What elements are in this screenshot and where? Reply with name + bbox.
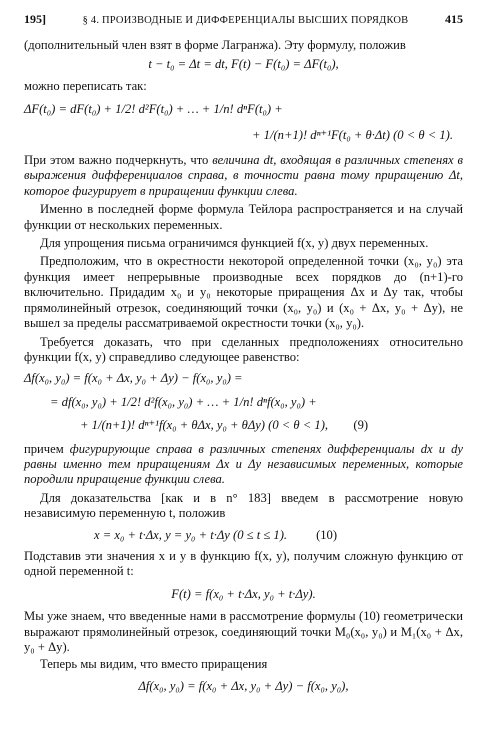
formula: = df(x₀, y₀) + 1/2! d²f(x₀, y₀) + … + 1/n! dⁿf(x₀, y₀) +: [50, 394, 317, 409]
chapter-title: § 4. ПРОИЗВОДНЫЕ И ДИФФЕРЕНЦИАЛЫ ВЫСШИХ ПОРЯДКОВ: [82, 15, 409, 26]
formula: x = x₀ + t·Δx, y = y₀ + t·Δy (0 ≤ t ≤ 1). (10): [94, 527, 338, 542]
emphasis: величина dt, входящая в различных степенях в выражения дифференциалов справа, в точности равна тому приращению Δt, которое фигурирует в приращении функции слева.: [24, 153, 463, 198]
equation-number: (9): [353, 418, 369, 433]
paragraph: При этом важно подчеркнуть, что величина dt, входящая в различных степенях в выражения дифференциалов справа, в точности равна тому приращению Δt, которое фигурирует в приращении функции слева.: [24, 153, 463, 198]
formula: ΔF(t₀) = dF(t₀) + 1/2! d²F(t₀) + … + 1/n! dⁿF(t₀) +: [24, 102, 283, 117]
paragraph: (дополнительный член взят в форме Лагранжа). Эту формулу, положив: [24, 38, 406, 52]
formula: + 1/(n+1)! dⁿ⁺¹F(t₀ + θ·Δt) (0 < θ < 1).: [252, 127, 453, 142]
section-ref: 195]: [24, 12, 46, 26]
emphasis: фигурирующие справа в различных степенях дифференциалы dx и dy равны именно тем приращениям Δx и Δy независимых переменных, которые породили приращение функции слева.: [24, 441, 463, 487]
equation-number: (10): [316, 527, 338, 542]
paragraph: Подставив эти значения x и y в функцию f(x, y), получим сложную функцию от одной переменной t:: [24, 548, 463, 579]
paragraph: Для упрощения письма ограничимся функцией f(x, y) двух переменных.: [40, 236, 429, 251]
paragraph: Для доказательства [как и в n° 183] введем в рассмотрение новую независимую переменную t, положив: [24, 490, 463, 521]
paragraph: Предположим, что в окрестности некоторой определенной точки (x₀, y₀) эта функция имеет непрерывные производные всех порядков до (n+1)-го включительно. Придадим x₀ и y₀ некоторые приращения Δx и Δy так, чтобы прямолинейный отрезок, соединяющий точки (x₀, y₀) и (x₀ + Δx, y₀ + Δy), не вышел за пределы рассматриваемой окрестности точки (x₀, y₀).: [24, 254, 463, 331]
paragraph: Мы уже знаем, что введенные нами в рассмотрение формулы (10) геометрически выражают прямолинейный отрезок, соединяющий точки M₀(x₀, y₀) и M₁(x₀ + Δx, y₀ + Δy).: [24, 609, 463, 654]
paragraph: Теперь мы видим, что вместо приращения: [40, 657, 268, 672]
formula: Δf(x₀, y₀) = f(x₀ + Δx, y₀ + Δy) − f(x₀, y₀),: [138, 678, 349, 693]
page-number: 415: [444, 12, 463, 26]
formula: t − t₀ = Δt = dt, F(t) − F(t₀) = ΔF(t₀),: [148, 57, 339, 72]
paragraph: причем фигурирующие справа в различных степенях дифференциалы dx и dy равны именно тем приращениям Δx и Δy независимых переменных, которые породили приращение функции слева.: [24, 441, 463, 487]
paragraph: можно переписать так:: [24, 78, 147, 93]
formula: F(t) = f(x₀ + t·Δx, y₀ + t·Δy).: [171, 586, 316, 601]
formula: Δf(x₀, y₀) = f(x₀ + Δx, y₀ + Δy) − f(x₀, y₀) =: [24, 371, 243, 386]
paragraph: Требуется доказать, что при сделанных предположениях относительно функции f(x, y) справедливо следующее равенство:: [24, 334, 463, 364]
paragraph: Именно в последней форме формула Тейлора распространяется и на случай функции от нескольких переменных.: [24, 202, 463, 232]
formula: + 1/(n+1)! dⁿ⁺¹f(x₀ + θΔx, y₀ + θΔy) (0 < θ < 1), (9): [80, 418, 369, 433]
running-header: [24, 12, 463, 28]
